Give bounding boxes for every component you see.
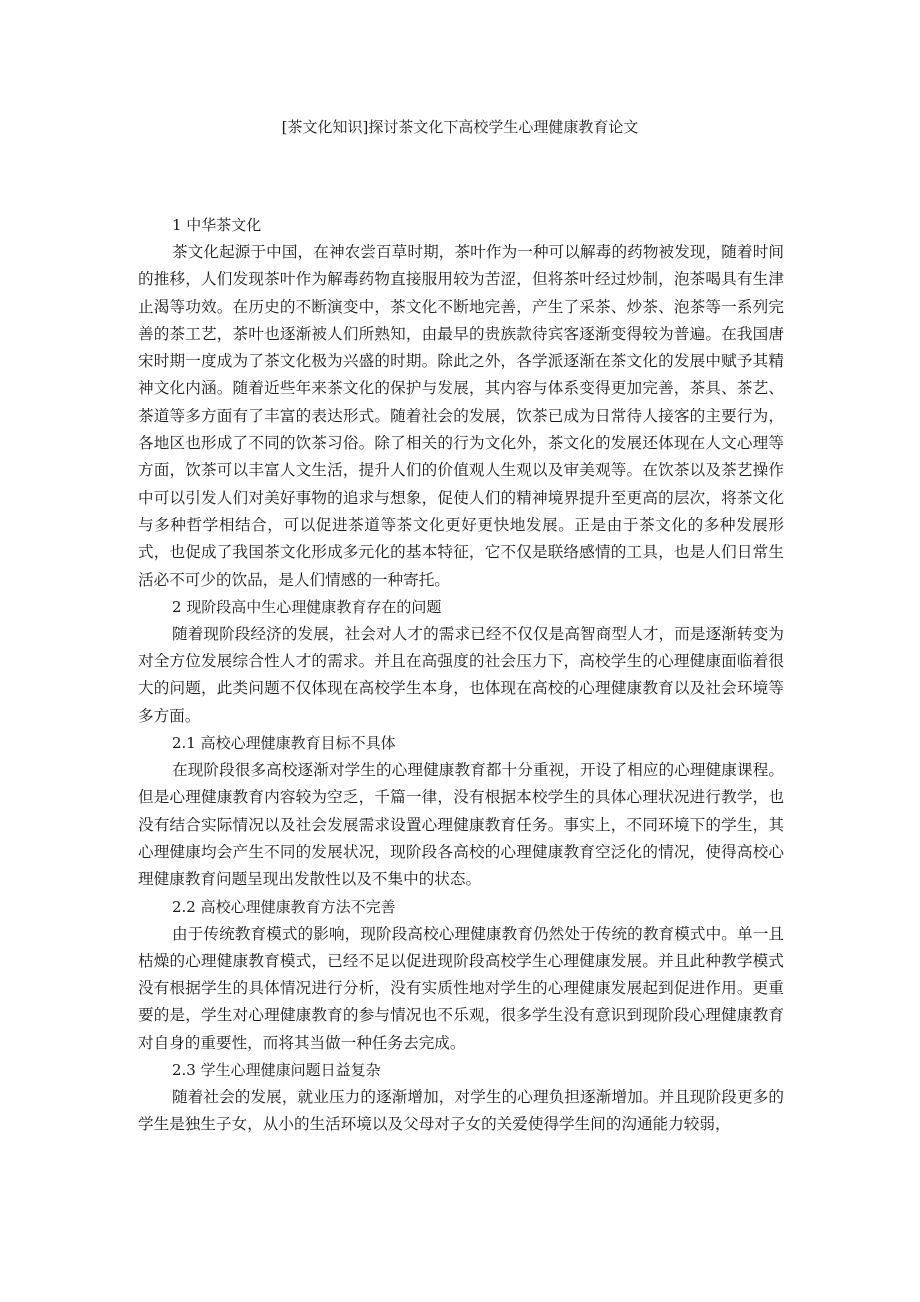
section-2-1 [138, 730, 784, 893]
section-paragraph: 随着社会的发展，就业压力的逐渐增加，对学生的心理负担逐渐增加。并且现阶段更多的学生是独生子女，从小的生活环境以及父母对子女的关爱使得学生间的沟通能力较弱， [138, 1088, 784, 1134]
section-paragraph: 由于传统教育模式的影响，现阶段高校心理健康教育仍然处于传统的教育模式中。单一且枯燥的心理健康教育模式，已经不足以促进现阶段高校学生心理健康发展。并且此种教学模式没有根据学生的具体情况进行分析，没有实质性地对学生的心理健康发展起到促进作用。更重要的是，学生对心理健康教育的参与情况也不乐观，很多学生没有意识到现阶段心理健康教育对自身的重要性，而将其当做一种任务去完成。 [138, 924, 784, 1052]
section-paragraph: 茶文化起源于中国，在神农尝百草时期，茶叶作为一种可以解毒的药物被发现，随着时间的推移，人们发现茶叶作为解毒药物直接服用较为苦涩，但将茶叶经过炒制，泡茶喝具有生津止渴等功效。在历史的不断演变中，茶文化不断地完善，产生了采茶、炒茶、泡茶等一系列完善的茶工艺，茶叶也逐渐被人们所熟知，由最早的贵族款待宾客逐渐变得较为普遍。在我国唐宋时期一度成为了茶文化极为兴盛的时期。除此之外，各学派逐渐在茶文化的发展中赋予其精神文化内涵。随着近些年来茶文化的保护与发展，其内容与体系变得更加完善，茶具、茶艺、茶道等多方面有了丰富的表达形式。随着社会的发展，饮茶已成为日常待人接客的主要行为，各地区也形成了不同的饮茶习俗。除了相关的行为文化外，茶文化的发展还体现在人文心理等方面，饮茶可以丰富人文生活，提升人们的价值观人生观以及审美观等。在饮茶以及茶艺操作中可以引发人们对美好事物的追求与想象，促使人们的精神境界提升至更高的层次，将茶文化与多种哲学相结合，可以促进茶道等茶文化更好更快地发展。正是由于茶文化的多种发展形式，也促成了我国茶文化形成多元化的基本特征，它不仅是联络感情的工具，也是人们日常生活必不可少的饮品，是人们情感的一种寄托。 [138, 243, 784, 589]
section-2-3 [138, 1057, 784, 1139]
section-heading: 2.1 高校心理健康教育目标不具体 [172, 734, 396, 753]
section-heading: 2.3 学生心理健康问题日益复杂 [172, 1061, 381, 1080]
section-heading: 2.2 高校心理健康教育方法不完善 [172, 897, 396, 916]
section-heading: 2 现阶段高中生心理健康教育存在的问题 [172, 597, 442, 616]
section-paragraph: 在现阶段很多高校逐渐对学生的心理健康教育都十分重视，开设了相应的心理健康课程。但是心理健康教育内容较为空乏，千篇一律，没有根据本校学生的具体心理状况进行教学，也没有结合实际情况以及社会发展需求设置心理健康教育任务。事实上，不同环境下的学生，其心理健康均会产生不同的发展状况，现阶段各高校的心理健康教育空泛化的情况，使得高校心理健康教育问题呈现出发散性以及不集中的状态。 [138, 761, 784, 889]
section-2 [138, 594, 784, 730]
document-body [138, 212, 784, 1139]
section-paragraph: 随着现阶段经济的发展，社会对人才的需求已经不仅仅是高智商型人才，而是逐渐转变为对全方位发展综合性人才的需求。并且在高强度的社会压力下，高校学生的心理健康面临着很大的问题，此类问题不仅体现在高校学生本身，也体现在高校的心理健康教育以及社会环境等多方面。 [138, 624, 784, 725]
section-1 [138, 212, 784, 594]
document-title: [茶文化知识]探讨茶文化下高校学生心理健康教育论文 [281, 118, 639, 136]
section-2-2 [138, 894, 784, 1057]
section-heading: 1 中华茶文化 [172, 216, 262, 234]
